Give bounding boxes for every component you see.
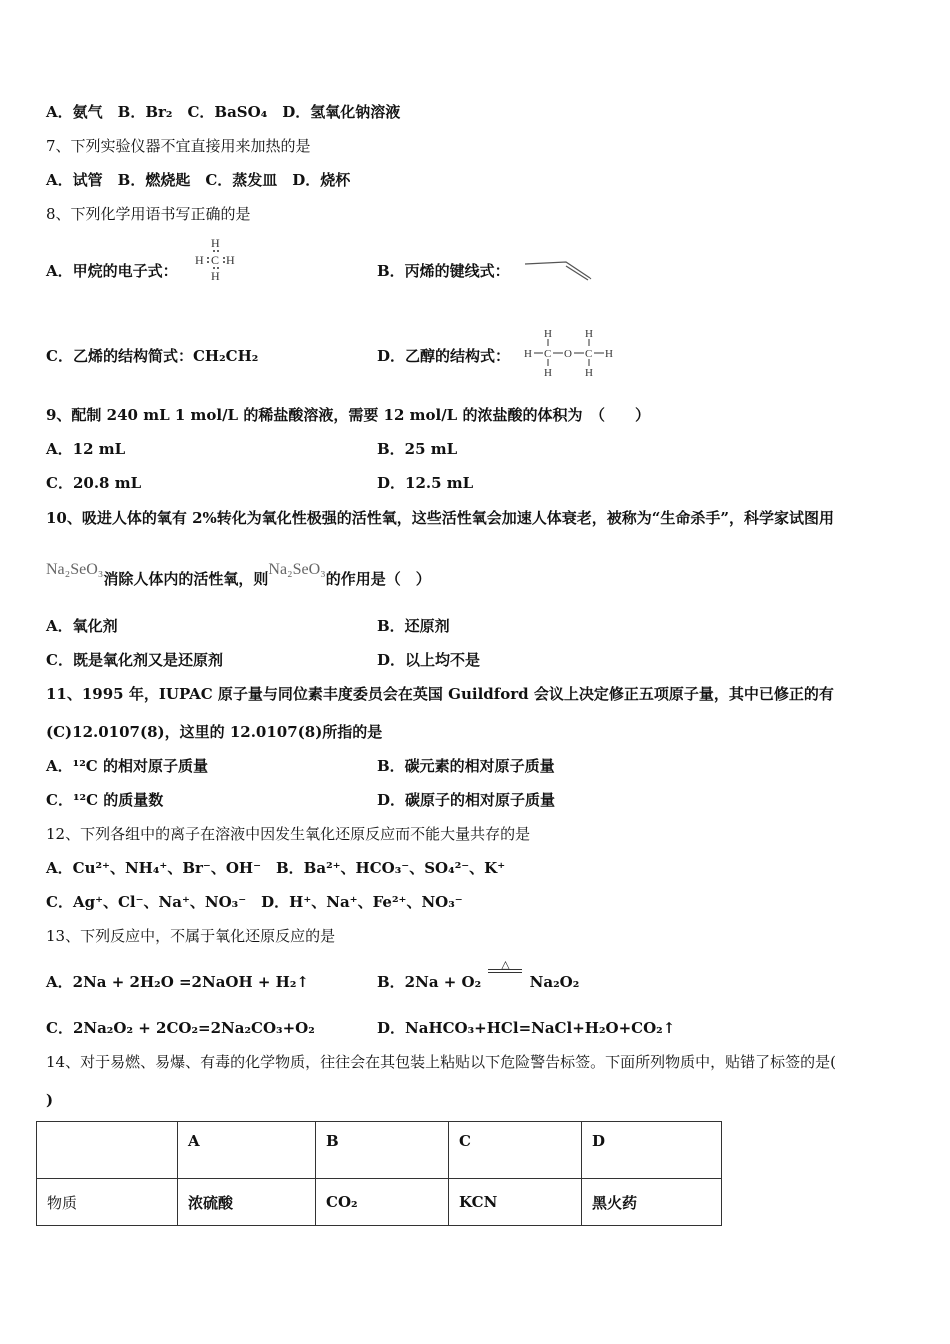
q10-stem-mid: 消除人体内的活性氧，则 <box>103 570 269 588</box>
table-header-row <box>37 1122 722 1179</box>
q12-options-ab: A．Cu²⁺、NH₄⁺、Br⁻、OH⁻ B．Ba²⁺、HCO₃⁻、SO₄²⁻、K⁺ <box>46 859 506 877</box>
q11-option-a: A．¹²C 的相对原子质量 <box>46 757 208 775</box>
q14-stem-line1: 14、对于易燃、易爆、有毒的化学物质，往往会在其包装上粘贴以下危险警告标签。下面所列物质中，贴错了标签的是( <box>46 1053 836 1071</box>
svg-text:H: H <box>585 328 593 340</box>
q10-option-d: D．以上均不是 <box>377 651 481 669</box>
q9-option-d: D．12.5 mL <box>377 474 474 492</box>
q7-options: A．试管 B．燃烧匙 C．蒸发皿 D．烧杯 <box>46 171 351 189</box>
propene-skeletal-formula-image <box>522 258 594 282</box>
svg-text:H: H <box>544 328 552 340</box>
svg-text:O: O <box>564 348 572 360</box>
svg-text:C: C <box>544 348 552 360</box>
svg-text:H: H <box>605 348 613 360</box>
q8-stem: 8、下列化学用语书写正确的是 <box>46 205 251 223</box>
table-header-cell: B <box>316 1122 449 1179</box>
reaction-line-top <box>488 969 522 970</box>
q10-stem-line1: 10、吸进人体的氧有 2%转化为氧化性极强的活性氧，这些活性氧会加速人体衰老，被称为“生命杀手”，科学家试图用 <box>46 509 835 527</box>
heat-symbol: △ <box>501 958 510 971</box>
svg-text:H: H <box>585 367 593 378</box>
q8-option-d: D．乙醇的结构式： <box>377 347 511 365</box>
table-cell: 物质 <box>37 1179 178 1226</box>
table-cell: 黑火药 <box>582 1179 722 1226</box>
table-cell: 浓硫酸 <box>178 1179 316 1226</box>
svg-text:C: C <box>211 253 220 267</box>
q9-stem: 9、配制 240 mL 1 mol/L 的稀盐酸溶液，需要 12 mol/L 的浓盐酸的体积为 （ ） <box>46 406 650 424</box>
q10-option-b: B．还原剂 <box>377 617 450 635</box>
ethanol-structural-formula-image <box>524 326 618 378</box>
q8-option-b: B．丙烯的键线式： <box>377 262 510 280</box>
q9-option-a: A．12 mL <box>46 440 126 458</box>
sodium-selenite-formula: Na₂SeO₃ <box>46 561 104 578</box>
svg-text:H: H <box>211 236 220 250</box>
q10-option-c: C．既是氧化剂又是还原剂 <box>46 651 223 669</box>
q14-stem-line2: ) <box>46 1091 54 1109</box>
q9-option-c: C．20.8 mL <box>46 474 142 492</box>
table-header-cell: A <box>178 1122 316 1179</box>
q13-option-a: A．2Na + 2H₂O =2NaOH + H₂↑ <box>46 973 309 991</box>
svg-text:H: H <box>524 348 532 360</box>
q13-stem: 13、下列反应中，不属于氧化还原反应的是 <box>46 927 336 945</box>
q13-option-d: D．NaHCO₃+HCl=NaCl+H₂O+CO₂↑ <box>377 1019 676 1037</box>
svg-text:H: H <box>544 367 552 378</box>
table-header-cell: D <box>582 1122 722 1179</box>
q11-stem-line2: (C)12.0107(8)，这里的 12.0107(8)所指的是 <box>46 723 383 741</box>
q13-option-b <box>377 958 580 992</box>
q10-option-a: A．氧化剂 <box>46 617 118 635</box>
table-header-cell: C <box>449 1122 582 1179</box>
sodium-selenite-formula-2: Na₂SeO₃ <box>268 561 326 578</box>
q13-option-b-left: B．2Na + O₂ <box>377 973 482 991</box>
q13-option-c: C．2Na₂O₂ + 2CO₂=2Na₂CO₃+O₂ <box>46 1019 315 1037</box>
q11-option-c: C．¹²C 的质量数 <box>46 791 164 809</box>
q9-option-b: B．25 mL <box>377 440 458 458</box>
table-row <box>37 1179 722 1226</box>
reaction-condition-heat <box>488 958 522 992</box>
table-header-cell <box>37 1122 178 1179</box>
svg-text:C: C <box>585 348 593 360</box>
q8-option-c-label: C．乙烯的结构简式： <box>46 347 193 365</box>
svg-text:H: H <box>211 269 220 282</box>
svg-text:H: H <box>226 253 235 267</box>
q10-stem-line2 <box>46 561 431 590</box>
q8-option-c <box>46 346 258 366</box>
q11-option-d: D．碳原子的相对原子质量 <box>377 791 556 809</box>
q7-stem: 7、下列实验仪器不宜直接用来加热的是 <box>46 137 311 155</box>
q6-options: A．氨气 B．Br₂ C．BaSO₄ D．氢氧化钠溶液 <box>46 103 401 121</box>
q12-stem: 12、下列各组中的离子在溶液中因发生氧化还原反应而不能大量共存的是 <box>46 825 531 843</box>
ethylene-formula: CH₂CH₂ <box>192 347 259 365</box>
table-cell: CO₂ <box>316 1179 449 1226</box>
q10-stem-tail: 的作用是（ ） <box>325 570 431 588</box>
methane-electron-formula-image <box>193 236 243 282</box>
q11-option-b: B．碳元素的相对原子质量 <box>377 757 555 775</box>
reaction-line-bottom <box>488 972 522 973</box>
table-cell: KCN <box>449 1179 582 1226</box>
q11-stem-line1: 11、1995 年，IUPAC 原子量与同位素丰度委员会在英国 Guildford 会议上决定修正五项原子量，其中已修正的有 <box>46 685 834 703</box>
q14-substance-table <box>36 1121 722 1226</box>
q12-options-cd: C．Ag⁺、Cl⁻、Na⁺、NO₃⁻ D．H⁺、Na⁺、Fe²⁺、NO₃⁻ <box>46 893 463 911</box>
q8-option-a: A．甲烷的电子式： <box>46 262 178 280</box>
svg-text:H: H <box>195 253 204 267</box>
q13-option-b-right: Na₂O₂ <box>529 973 580 991</box>
